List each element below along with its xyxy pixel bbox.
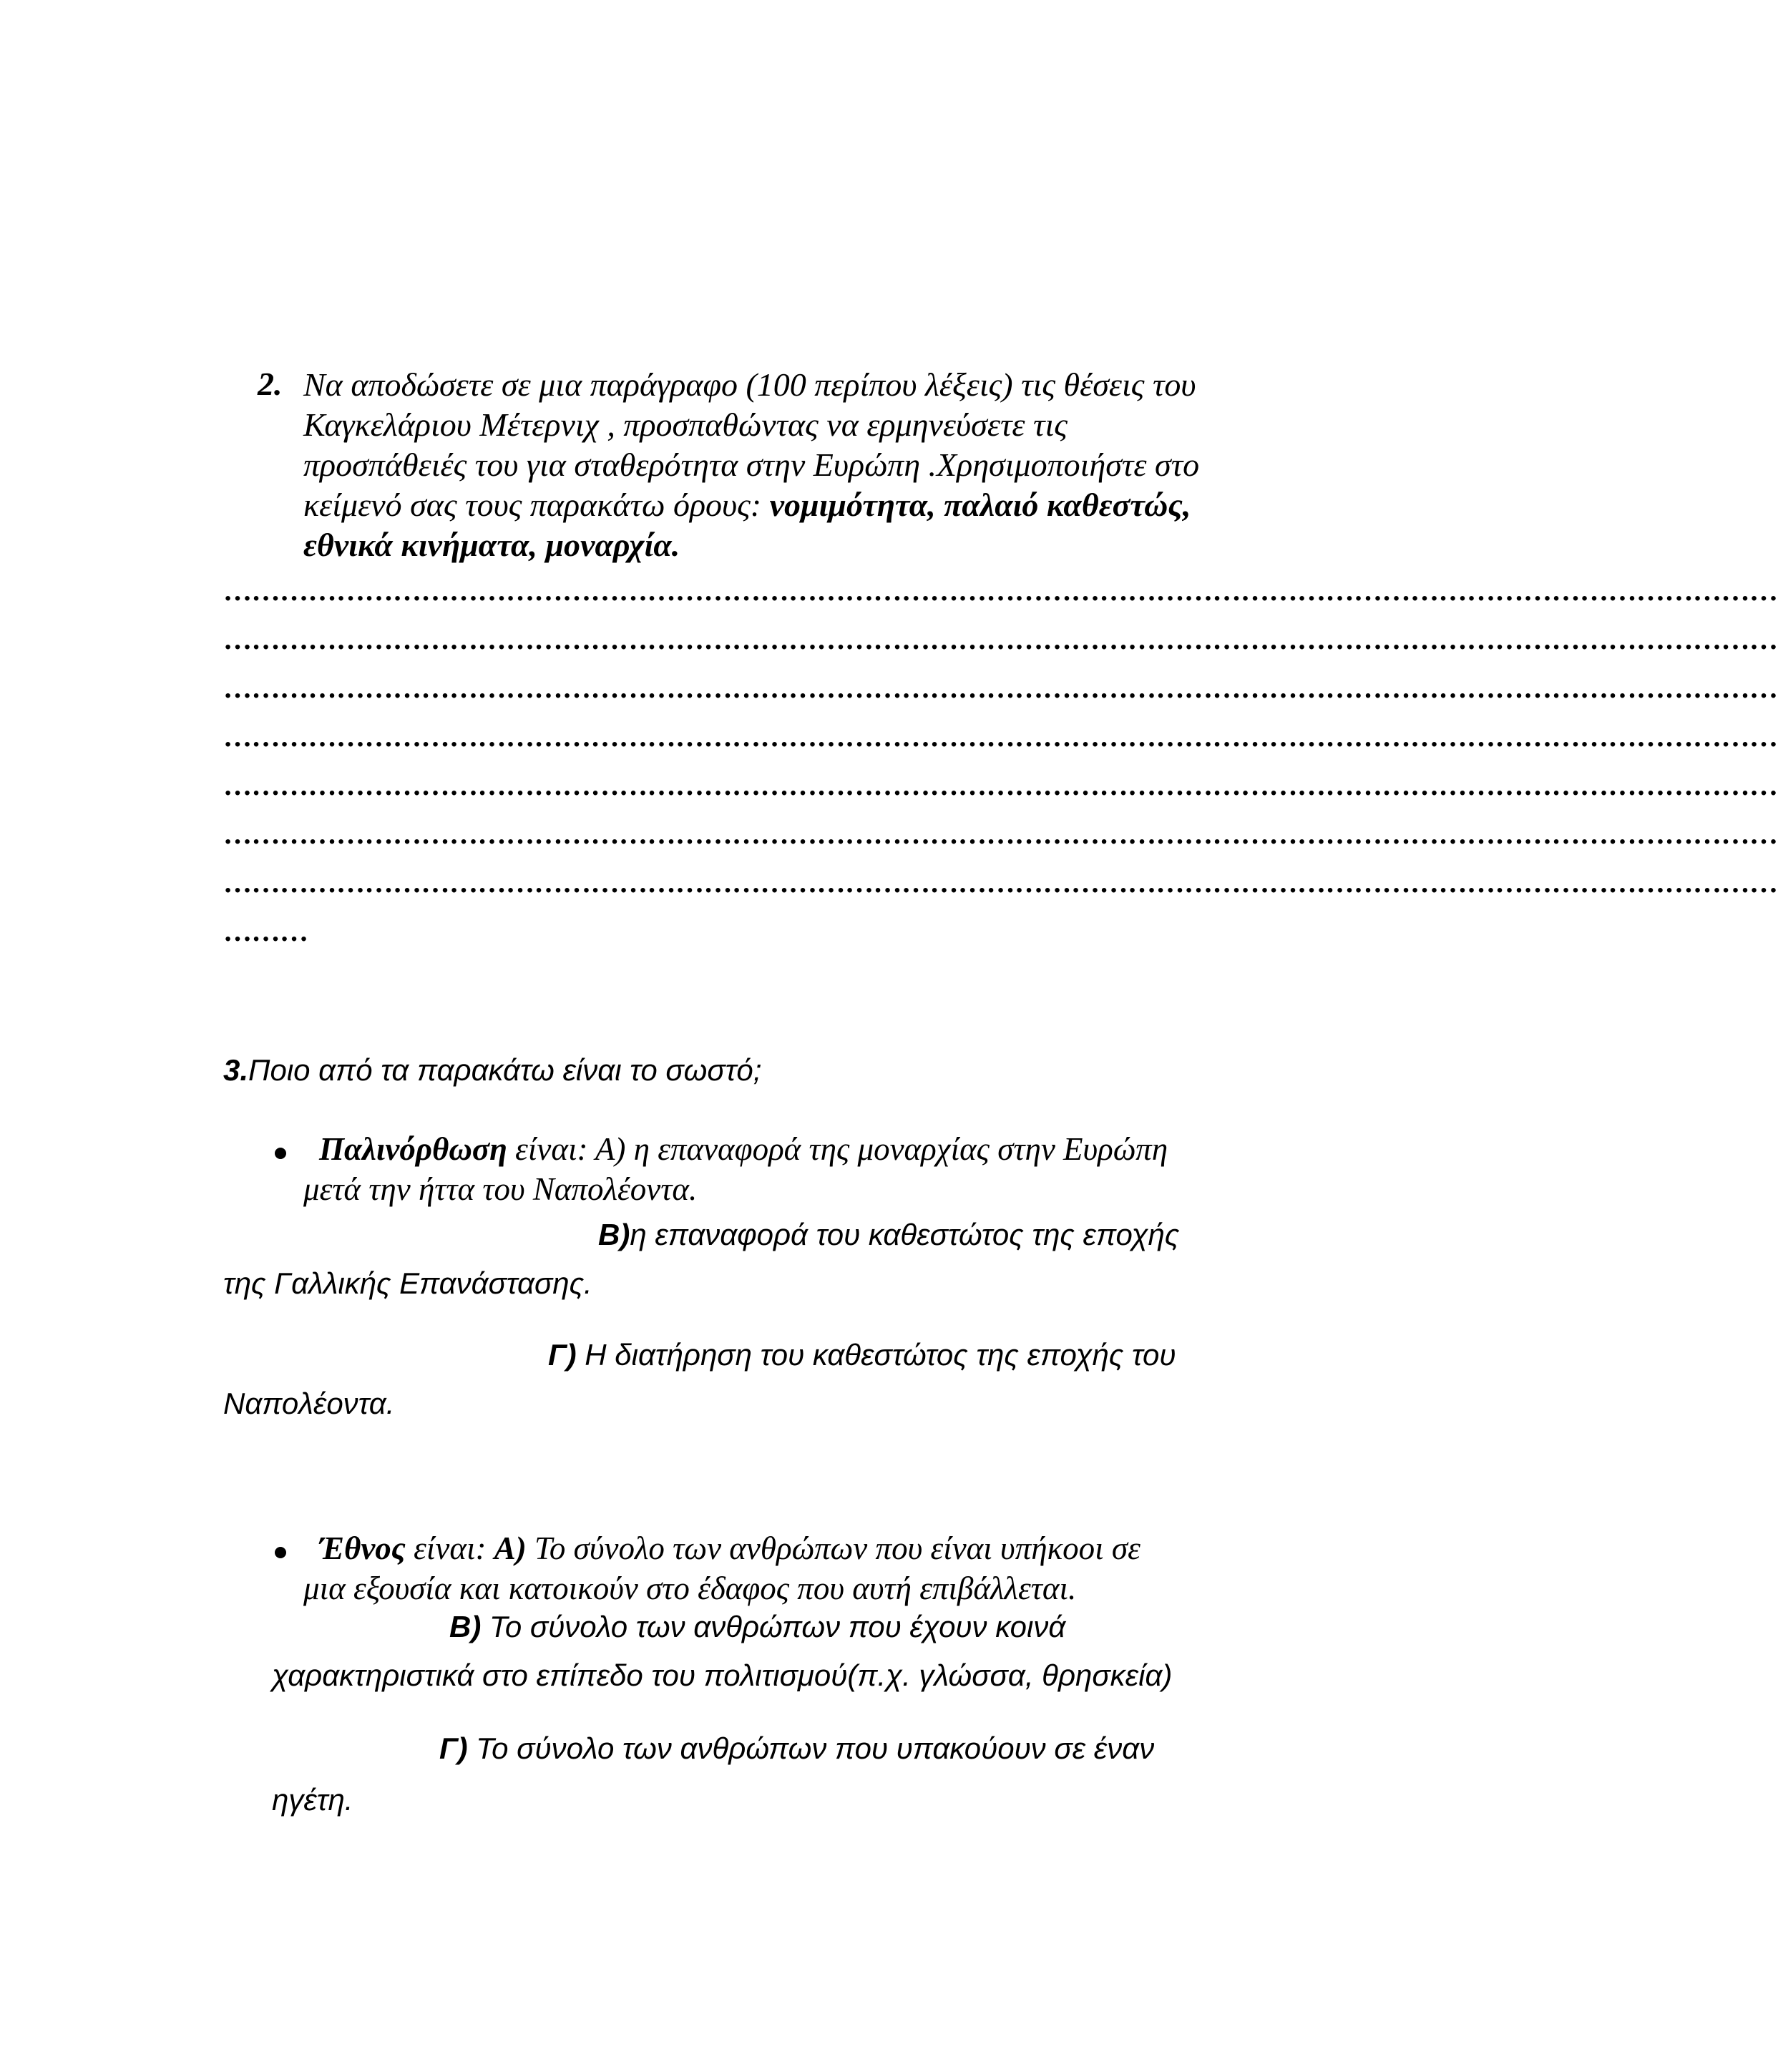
answer-line[interactable]: ………………………………………………………………………………………………………………………………………………… <box>223 720 1778 753</box>
option-b-label: Β) <box>598 1218 630 1251</box>
item-1-term: Παλινόρθωση <box>319 1131 507 1167</box>
bullet-icon <box>275 1547 286 1558</box>
question-2-number: 2. <box>258 366 283 402</box>
bullet-icon <box>275 1148 286 1159</box>
item-2-option-c[interactable] <box>439 1731 1154 1766</box>
question-2-line-1: Να αποδώσετε σε μια παράγραφο (100 περίπου λέξεις) τις θέσεις του <box>303 366 1196 403</box>
item-1-option-c[interactable] <box>548 1338 1176 1372</box>
item-2-option-a-label: Α) <box>494 1530 527 1566</box>
question-2-terms-bold: νομιμότητα, παλαιό καθεστώς, <box>769 487 1191 523</box>
answer-line[interactable]: ………………………………………………………………………………………………………………………………………………… <box>223 866 1778 899</box>
question-2-line-4-text: κείμενό σας τους παρακάτω όρους: <box>303 487 770 523</box>
answer-line[interactable]: ………………………………………………………………………………………………………………………………………………… <box>223 623 1778 655</box>
option-c-label: Γ) <box>439 1731 468 1765</box>
option-b-label: Β) <box>449 1610 482 1643</box>
answer-line[interactable]: ……… <box>223 915 308 947</box>
item-1-option-c-cont: Ναπολέοντα. <box>223 1387 395 1420</box>
item-2-term: Έθνος <box>319 1530 406 1566</box>
item-2-option-c-cont: ηγέτη. <box>272 1783 353 1817</box>
answer-line[interactable]: ………………………………………………………………………………………………………………………………………………… <box>223 575 1778 607</box>
answer-line[interactable]: ………………………………………………………………………………………………………………………………………………… <box>223 818 1778 850</box>
option-b-text: η επαναφορά του καθεστώτος της εποχής <box>630 1218 1180 1251</box>
question-2-line-5: εθνικά κινήματα, μοναρχία. <box>303 527 680 563</box>
option-c-text: Η διατήρηση του καθεστώτος της εποχής του <box>576 1338 1176 1372</box>
item-1-line-1 <box>319 1130 1168 1168</box>
question-2-line-4 <box>303 485 1191 525</box>
question-3-text: Ποιο από τα παρακάτω είναι το σωστό; <box>248 1053 762 1087</box>
item-1-intro: είναι: Α) η επαναφορά της μοναρχίας στην Ευρώπη <box>507 1131 1168 1167</box>
item-2-intro: είναι: <box>405 1530 494 1566</box>
question-2-line-3: προσπάθειές του για σταθερότητα στην Ευρώπη .Χρησιμοποιήστε στο <box>303 446 1200 483</box>
option-c-label: Γ) <box>548 1338 577 1372</box>
item-2-line-1 <box>319 1530 1140 1567</box>
item-2-option-a-text: Το σύνολο των ανθρώπων που είναι υπήκοοι σε <box>526 1530 1140 1566</box>
item-2-option-b[interactable] <box>449 1610 1065 1644</box>
item-2-line-2: μια εξουσία και κατοικούν στο έδαφος που αυτή επιβάλλεται. <box>303 1570 1077 1606</box>
option-b-text: Το σύνολο των ανθρώπων που έχουν κοινά <box>481 1610 1066 1643</box>
item-2-option-b-cont: χαρακτηριστικά στο επίπεδο του πολιτισμού(π.χ. γλώσσα, θρησκεία) <box>272 1658 1173 1692</box>
question-3-number: 3. <box>223 1053 249 1087</box>
answer-line[interactable]: ………………………………………………………………………………………………………………………………………………… <box>223 769 1778 801</box>
answer-line[interactable]: ………………………………………………………………………………………………………………………………………………… <box>223 672 1778 704</box>
item-1-option-b-cont: της Γαλλικής Επανάστασης. <box>223 1266 592 1300</box>
option-c-text: Το σύνολο των ανθρώπων που υπακούουν σε έναν <box>467 1731 1155 1765</box>
item-1-option-b[interactable] <box>598 1218 1179 1252</box>
question-2-line-2: Καγκελάριου Μέτερνιχ , προσπαθώντας να ερμηνεύσετε τις <box>303 406 1068 443</box>
question-3-title <box>223 1053 761 1088</box>
item-1-line-2: μετά την ήττα του Ναπολέοντα. <box>303 1171 698 1207</box>
